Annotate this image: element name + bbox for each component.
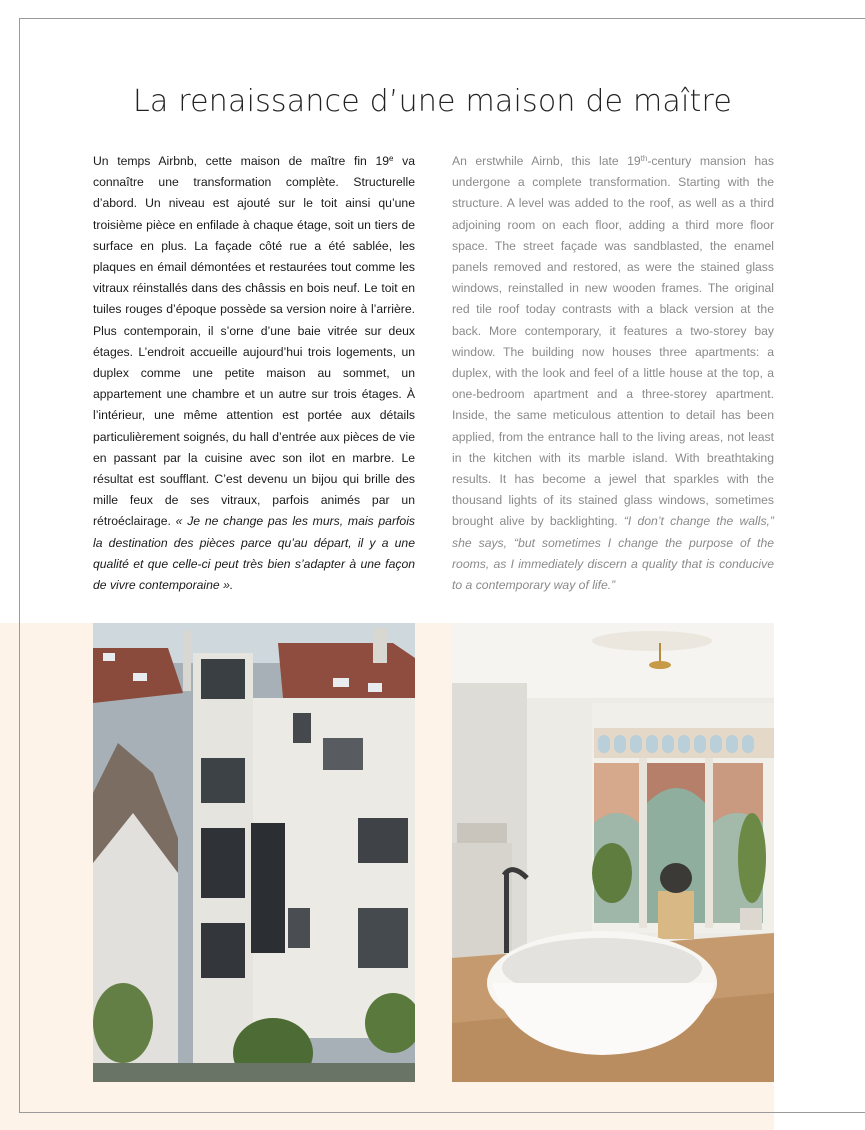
building-facade-photo [93, 623, 415, 1082]
frame-bottom-line [19, 1112, 865, 1113]
french-quote: « Je ne change pas les murs, mais parfois la destination des pièces parce qu’au départ, il y a une qualité et que celle-ci peut très bien s’adapter à une façon de vivre contemporaine ». [93, 514, 415, 593]
bathroom-interior-photo [452, 623, 774, 1082]
frame-top-line [19, 18, 865, 19]
page-title: La renaissance d’une maison de maître [133, 84, 732, 119]
english-quote: “I don’t change the walls,” she says, “but sometimes I change the purpose of the rooms, as I immediately discern a quality that is conducive to a contemporary way of life.” [452, 514, 774, 593]
article-text-english [452, 151, 774, 596]
english-superscript: th [640, 154, 648, 163]
english-text-part1: An erstwhile Airnb, this late 19 [452, 154, 641, 168]
french-superscript: e [389, 154, 394, 163]
frame-left-line [19, 18, 20, 1112]
article-text-french [93, 151, 415, 596]
french-text-part1: Un temps Airbnb, cette maison de maître fin 19 [93, 154, 390, 168]
french-text-part2: va connaître une transformation complète. Structurelle d’abord. Un niveau est ajouté sur le toit ainsi qu’une troisième pièce en enfilade à chaque étage, soit un tiers de surface en plus. La façade côté rue a été sablée, les plaques en émail démontées et restaurées tout comme les vitraux réinstallés dans des châssis en bois neuf. Le toit en tuiles rouges d’époque possède sa version noire à l’arrière. Plus contemporain, il s’orne d’une baie vitrée sur deux étages. L’endroit accueille aujourd’hui trois logements, un duplex comme une petite maison au sommet, un appartement une chambre et un autre sur trois étages. À l’intérieur, une même attention est portée aux détails particulièrement soignés, du hall d’entrée aux pièces de vie en passant par la cuisine avec son ilot en marbre. Le résultat est soufflant. C’est devenu un bijou qui brille des mille feux de ses vitraux, parfois animés par un rétroéclairage. [93, 154, 415, 529]
english-text-part2: -century mansion has undergone a complete transformation. Starting with the structure. A level was added to the roof, as well as a third adjoining room on each floor, adding a third more floor space. The street façade was sandblasted, the enamel panels removed and restored, as were the stained glass windows, reinstalled in new wooden frames. The original red tile roof today contrasts with a black version at the back. More contemporary, it features a two-storey bay window. The building now houses three apartments: a duplex, with the look and feel of a little house at the top, a one-bedroom apartment and a three-storey apartment. Inside, the same meticulous attention to detail has been applied, from the entrance hall to the living areas, not least in the kitchen with its marble island. With breathtaking results. It has become a jewel that sparkles with the thousand lights of its stained glass windows, sometimes brought alive by backlighting. [452, 154, 774, 529]
